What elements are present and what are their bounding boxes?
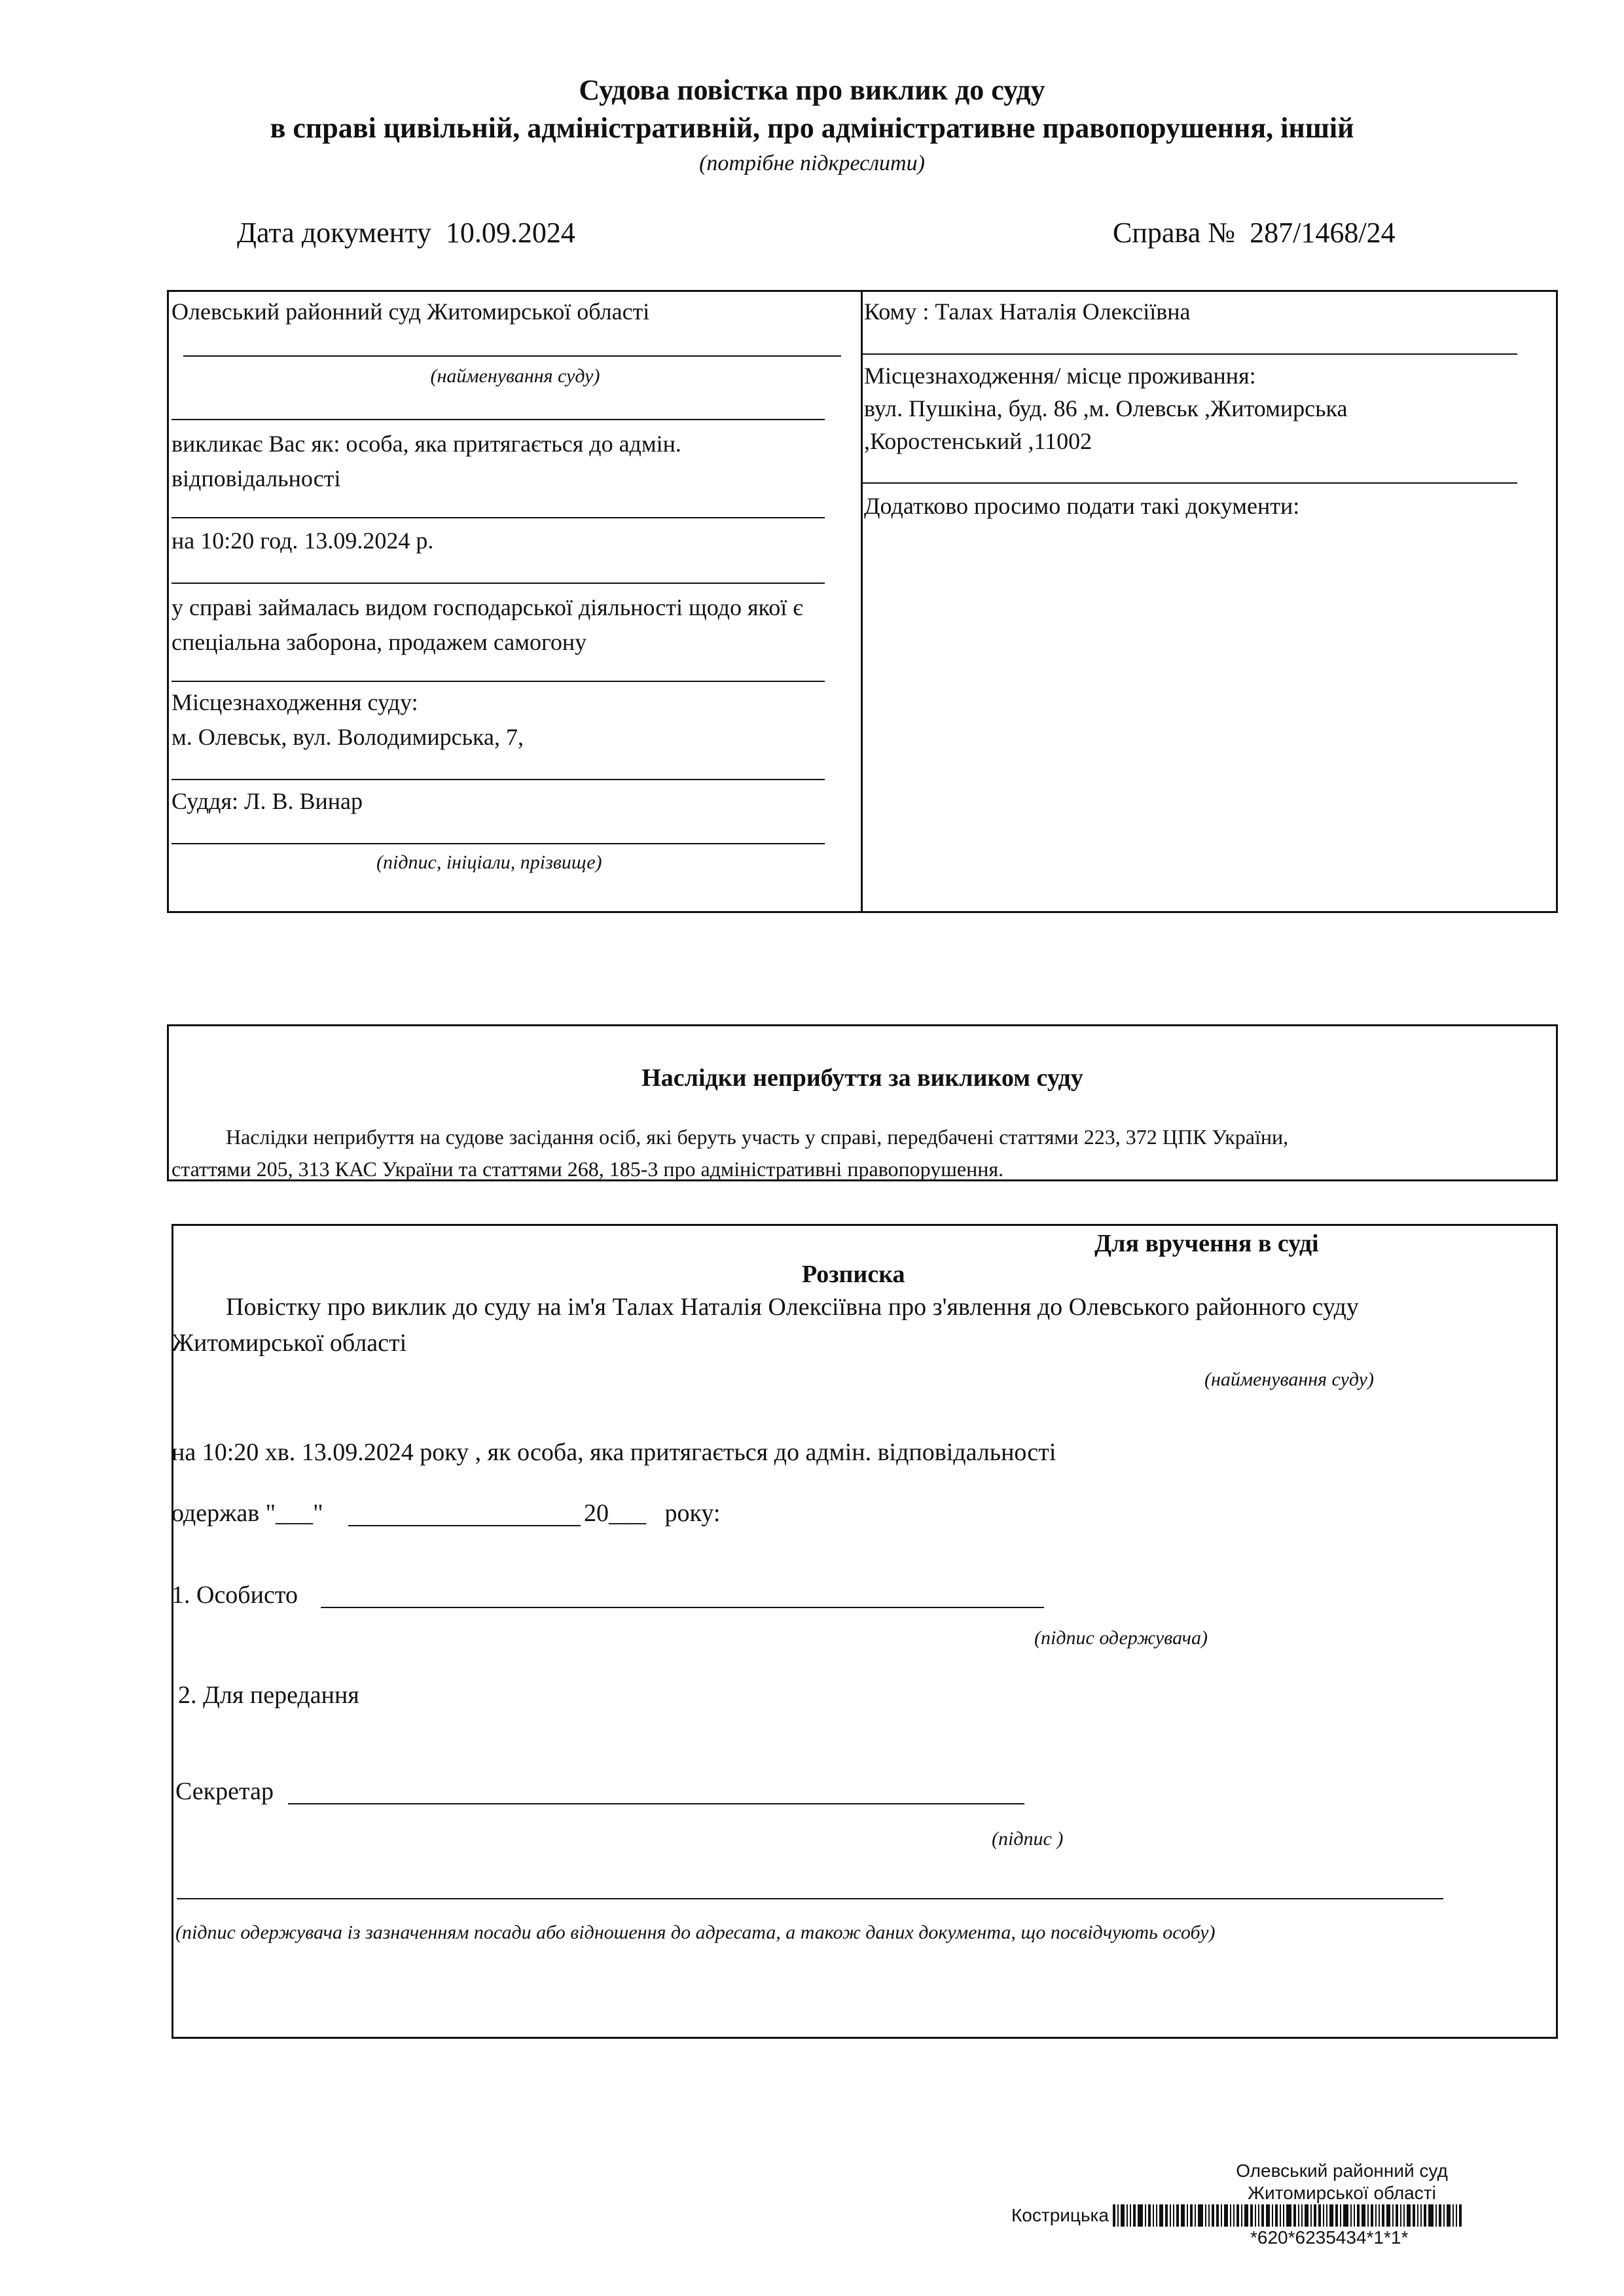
barcode-bar	[1261, 2204, 1264, 2227]
summons-box-divider	[861, 290, 863, 913]
barcode-bar	[1250, 2204, 1253, 2227]
consequences-line2: статтями 205, 313 КАС України та статтями 268, 185-3 про адміністративні правопорушення.	[171, 1157, 1004, 1181]
court-name-underline	[183, 355, 841, 357]
barcode-bar	[1176, 2204, 1179, 2227]
barcode-bar	[1121, 2204, 1125, 2227]
barcode-bar	[1439, 2204, 1441, 2227]
barcode-bar	[1212, 2204, 1214, 2227]
case-subject: у справі займалась видом господарської діяльності щодо якої є спеціальна заборона, продажем самогону	[171, 594, 803, 655]
receipt-line2: Житомирської області	[171, 1329, 407, 1357]
barcode-bar	[1244, 2204, 1248, 2227]
case-number	[1113, 216, 1396, 251]
separator-1	[171, 419, 825, 420]
barcode-bar	[1198, 2204, 1203, 2227]
bottom-caption: (підпис одержувача із зазначенням посади або відношення до адресата, а також даних документа, що посвідчують особу)	[175, 1922, 1216, 1943]
barcode-bar	[1350, 2204, 1352, 2227]
barcode-bar	[1407, 2204, 1411, 2227]
barcode-bar	[1379, 2204, 1380, 2227]
barcode-bar	[1343, 2204, 1348, 2227]
secretary-signature-line	[288, 1803, 1024, 1804]
document-title-line1: Судова повістка про виклик до суду	[579, 74, 1045, 106]
barcode-text: *620*6235434*1*1*	[1250, 2227, 1409, 2248]
barcode-bar	[1310, 2204, 1312, 2227]
barcode-bar	[1298, 2204, 1299, 2227]
barcode-bar	[1148, 2204, 1151, 2227]
extra-documents: Додатково просимо подати такі документи:	[864, 493, 1300, 519]
court-location: м. Олевськ, вул. Володимирська, 7,	[171, 724, 524, 750]
barcode-bar	[1187, 2204, 1188, 2227]
barcode-bar	[1435, 2204, 1437, 2227]
barcode-bar	[1456, 2204, 1457, 2227]
document-date-label: Дата документу	[237, 217, 431, 249]
residence-line2: ,Коростенський ,11002	[864, 428, 1092, 454]
barcode-bar	[1195, 2204, 1196, 2227]
barcode-bar	[1447, 2204, 1451, 2227]
judge-caption: (підпис, ініціали, прізвище)	[376, 852, 602, 873]
barcode-bar	[1145, 2204, 1146, 2227]
recipient-signature-caption: (підпис одержувача)	[1034, 1627, 1208, 1649]
residence-label: Місцезнаходження/ місце проживання:	[864, 363, 1256, 389]
personally-signature-line	[321, 1607, 1044, 1608]
barcode-bar	[1453, 2204, 1454, 2227]
barcode-bar	[1113, 2204, 1115, 2227]
barcode-bar	[1266, 2204, 1270, 2227]
barcode-bar	[1357, 2204, 1360, 2227]
barcode-bar	[1236, 2204, 1239, 2227]
barcode-bar	[1190, 2204, 1193, 2227]
barcode-bar	[1396, 2204, 1398, 2227]
barcode-bar	[1367, 2204, 1369, 2227]
case-number-label: Справа №	[1113, 217, 1236, 249]
recipient: Кому : Талах Наталія Олексіївна	[864, 298, 1191, 325]
barcode-bar	[1117, 2204, 1119, 2227]
barcode-bar	[1138, 2204, 1143, 2227]
received-year	[584, 1499, 720, 1529]
barcode-bar	[1170, 2204, 1171, 2227]
consequences-title: Наслідки неприбуття за викликом суду	[641, 1064, 1083, 1092]
barcode-bar	[1413, 2204, 1415, 2227]
barcode-bar	[1392, 2204, 1394, 2227]
barcode-bar	[1159, 2204, 1163, 2227]
barcode-bar	[1459, 2204, 1462, 2227]
barcode-bar	[1181, 2204, 1185, 2227]
judge-signature-line	[171, 843, 825, 844]
barcode-bar	[1329, 2204, 1333, 2227]
document-title-line2: в справі цивільній, адміністративній, про адміністративне правопорушення, іншій	[270, 112, 1354, 144]
receipt-title: Розписка	[802, 1261, 905, 1288]
recipient-underline	[863, 353, 1517, 355]
barcode-bar	[1382, 2204, 1384, 2227]
court-name-caption: (найменування суду)	[430, 365, 600, 387]
barcode-bar	[1326, 2204, 1327, 2227]
barcode-bar	[1314, 2204, 1316, 2227]
document-date	[237, 216, 575, 251]
barcode-bar	[1272, 2204, 1273, 2227]
secretary-label: Секретар	[175, 1778, 274, 1805]
case-number-value: 287/1468/24	[1250, 217, 1396, 249]
court-location-label: Місцезнаходження суду:	[171, 689, 418, 715]
received-date-line	[171, 1499, 721, 1529]
separator-5	[171, 779, 825, 780]
barcode-bar	[1301, 2204, 1303, 2227]
barcode-bar	[1340, 2204, 1341, 2227]
stamp-line2: Житомирської області	[1248, 2183, 1436, 2203]
barcode-bar	[1173, 2204, 1174, 2227]
judge: Суддя: Л. В. Винар	[171, 788, 363, 814]
separator-2	[171, 517, 825, 518]
barcode-bar	[1224, 2204, 1228, 2227]
barcode-bar	[1205, 2204, 1206, 2227]
barcode-bar	[1221, 2204, 1222, 2227]
barcode-bar	[1293, 2204, 1296, 2227]
barcode-bar	[1241, 2204, 1242, 2227]
barcode-bar	[1280, 2204, 1281, 2227]
received-label: одержав "___"	[171, 1499, 323, 1527]
barcode-bar	[1362, 2204, 1365, 2227]
barcode-bar	[1208, 2204, 1210, 2227]
barcode-bar	[1417, 2204, 1418, 2227]
received-year-suffix: року:	[664, 1499, 721, 1527]
barcode-bar	[1428, 2204, 1434, 2227]
barcode-bar	[1420, 2204, 1422, 2227]
barcode-bar	[1443, 2204, 1445, 2227]
summons-as: викликає Вас як: особа, яка притягається до адмін. відповідальності	[171, 431, 681, 492]
residence-line1: вул. Пушкіна, буд. 86 ,м. Олевськ ,Житомирська	[864, 395, 1348, 422]
document-title-note: (потрібне підкреслити)	[699, 151, 925, 175]
hearing-time: на 10:20 год. 13.09.2024 р.	[171, 528, 434, 554]
barcode-bar	[1127, 2204, 1128, 2227]
barcode-bar	[1130, 2204, 1131, 2227]
barcode-bar	[1400, 2204, 1401, 2227]
barcode-bar	[1375, 2204, 1377, 2227]
barcode-bar	[1318, 2204, 1321, 2227]
court-name: Олевський районний суд Житомирської області	[171, 298, 650, 325]
consequences-line1: Наслідки неприбуття на судове засідання осіб, які беруть участь у справі, передбачені статтями 223, 372 ЦПК України,	[226, 1125, 1289, 1149]
barcode-bar	[1424, 2204, 1426, 2227]
barcode-bar	[1156, 2204, 1157, 2227]
barcode-bar	[1133, 2204, 1136, 2227]
personally-label: 1. Особисто	[171, 1581, 298, 1609]
barcode-bar	[1335, 2204, 1338, 2227]
barcode-bar	[1305, 2204, 1308, 2227]
barcode-bar	[1258, 2204, 1259, 2227]
barcode-bar	[1323, 2204, 1324, 2227]
receipt-time-line: на 10:20 хв. 13.09.2024 року , як особа, яка притягається до адмін. відповідальності	[171, 1439, 1056, 1466]
barcode-bar	[1230, 2204, 1231, 2227]
secretary-signature-caption: (підпис )	[992, 1828, 1064, 1850]
separator-4	[171, 681, 825, 682]
separator-3	[171, 583, 825, 584]
barcode-bar	[1286, 2204, 1291, 2227]
document-date-value: 10.09.2024	[445, 217, 575, 249]
receipt-court-caption: (найменування суду)	[1204, 1369, 1374, 1390]
residence-underline	[863, 482, 1517, 484]
barcode-bar	[1216, 2204, 1219, 2227]
barcode-bar	[1153, 2204, 1154, 2227]
barcode-bar	[1233, 2204, 1235, 2227]
clerk-name: Кострицька	[1011, 2205, 1109, 2225]
barcode-bar	[1255, 2204, 1256, 2227]
receipt-line1: Повістку про виклик до суду на ім'я Талах Наталія Олексіївна про з'явлення до Олевського районного суду	[226, 1293, 1359, 1321]
receipt-for-court: Для вручення в суді	[1094, 1230, 1319, 1257]
barcode-bar	[1283, 2204, 1284, 2227]
received-month-blank	[348, 1525, 581, 1526]
barcode-bar	[1354, 2204, 1355, 2227]
for-transfer-label: 2. Для передання	[178, 1681, 359, 1709]
barcode-bar	[1371, 2204, 1373, 2227]
barcode-bar	[1275, 2204, 1278, 2227]
barcode	[1113, 2204, 1464, 2227]
barcode-bar	[1165, 2204, 1168, 2227]
barcode-bar	[1403, 2204, 1405, 2227]
barcode-bar	[1386, 2204, 1390, 2227]
received-year-prefix: 20___	[584, 1499, 646, 1527]
stamp-line1: Олевський районний суд	[1236, 2161, 1448, 2181]
bottom-signature-line	[177, 1898, 1443, 1899]
